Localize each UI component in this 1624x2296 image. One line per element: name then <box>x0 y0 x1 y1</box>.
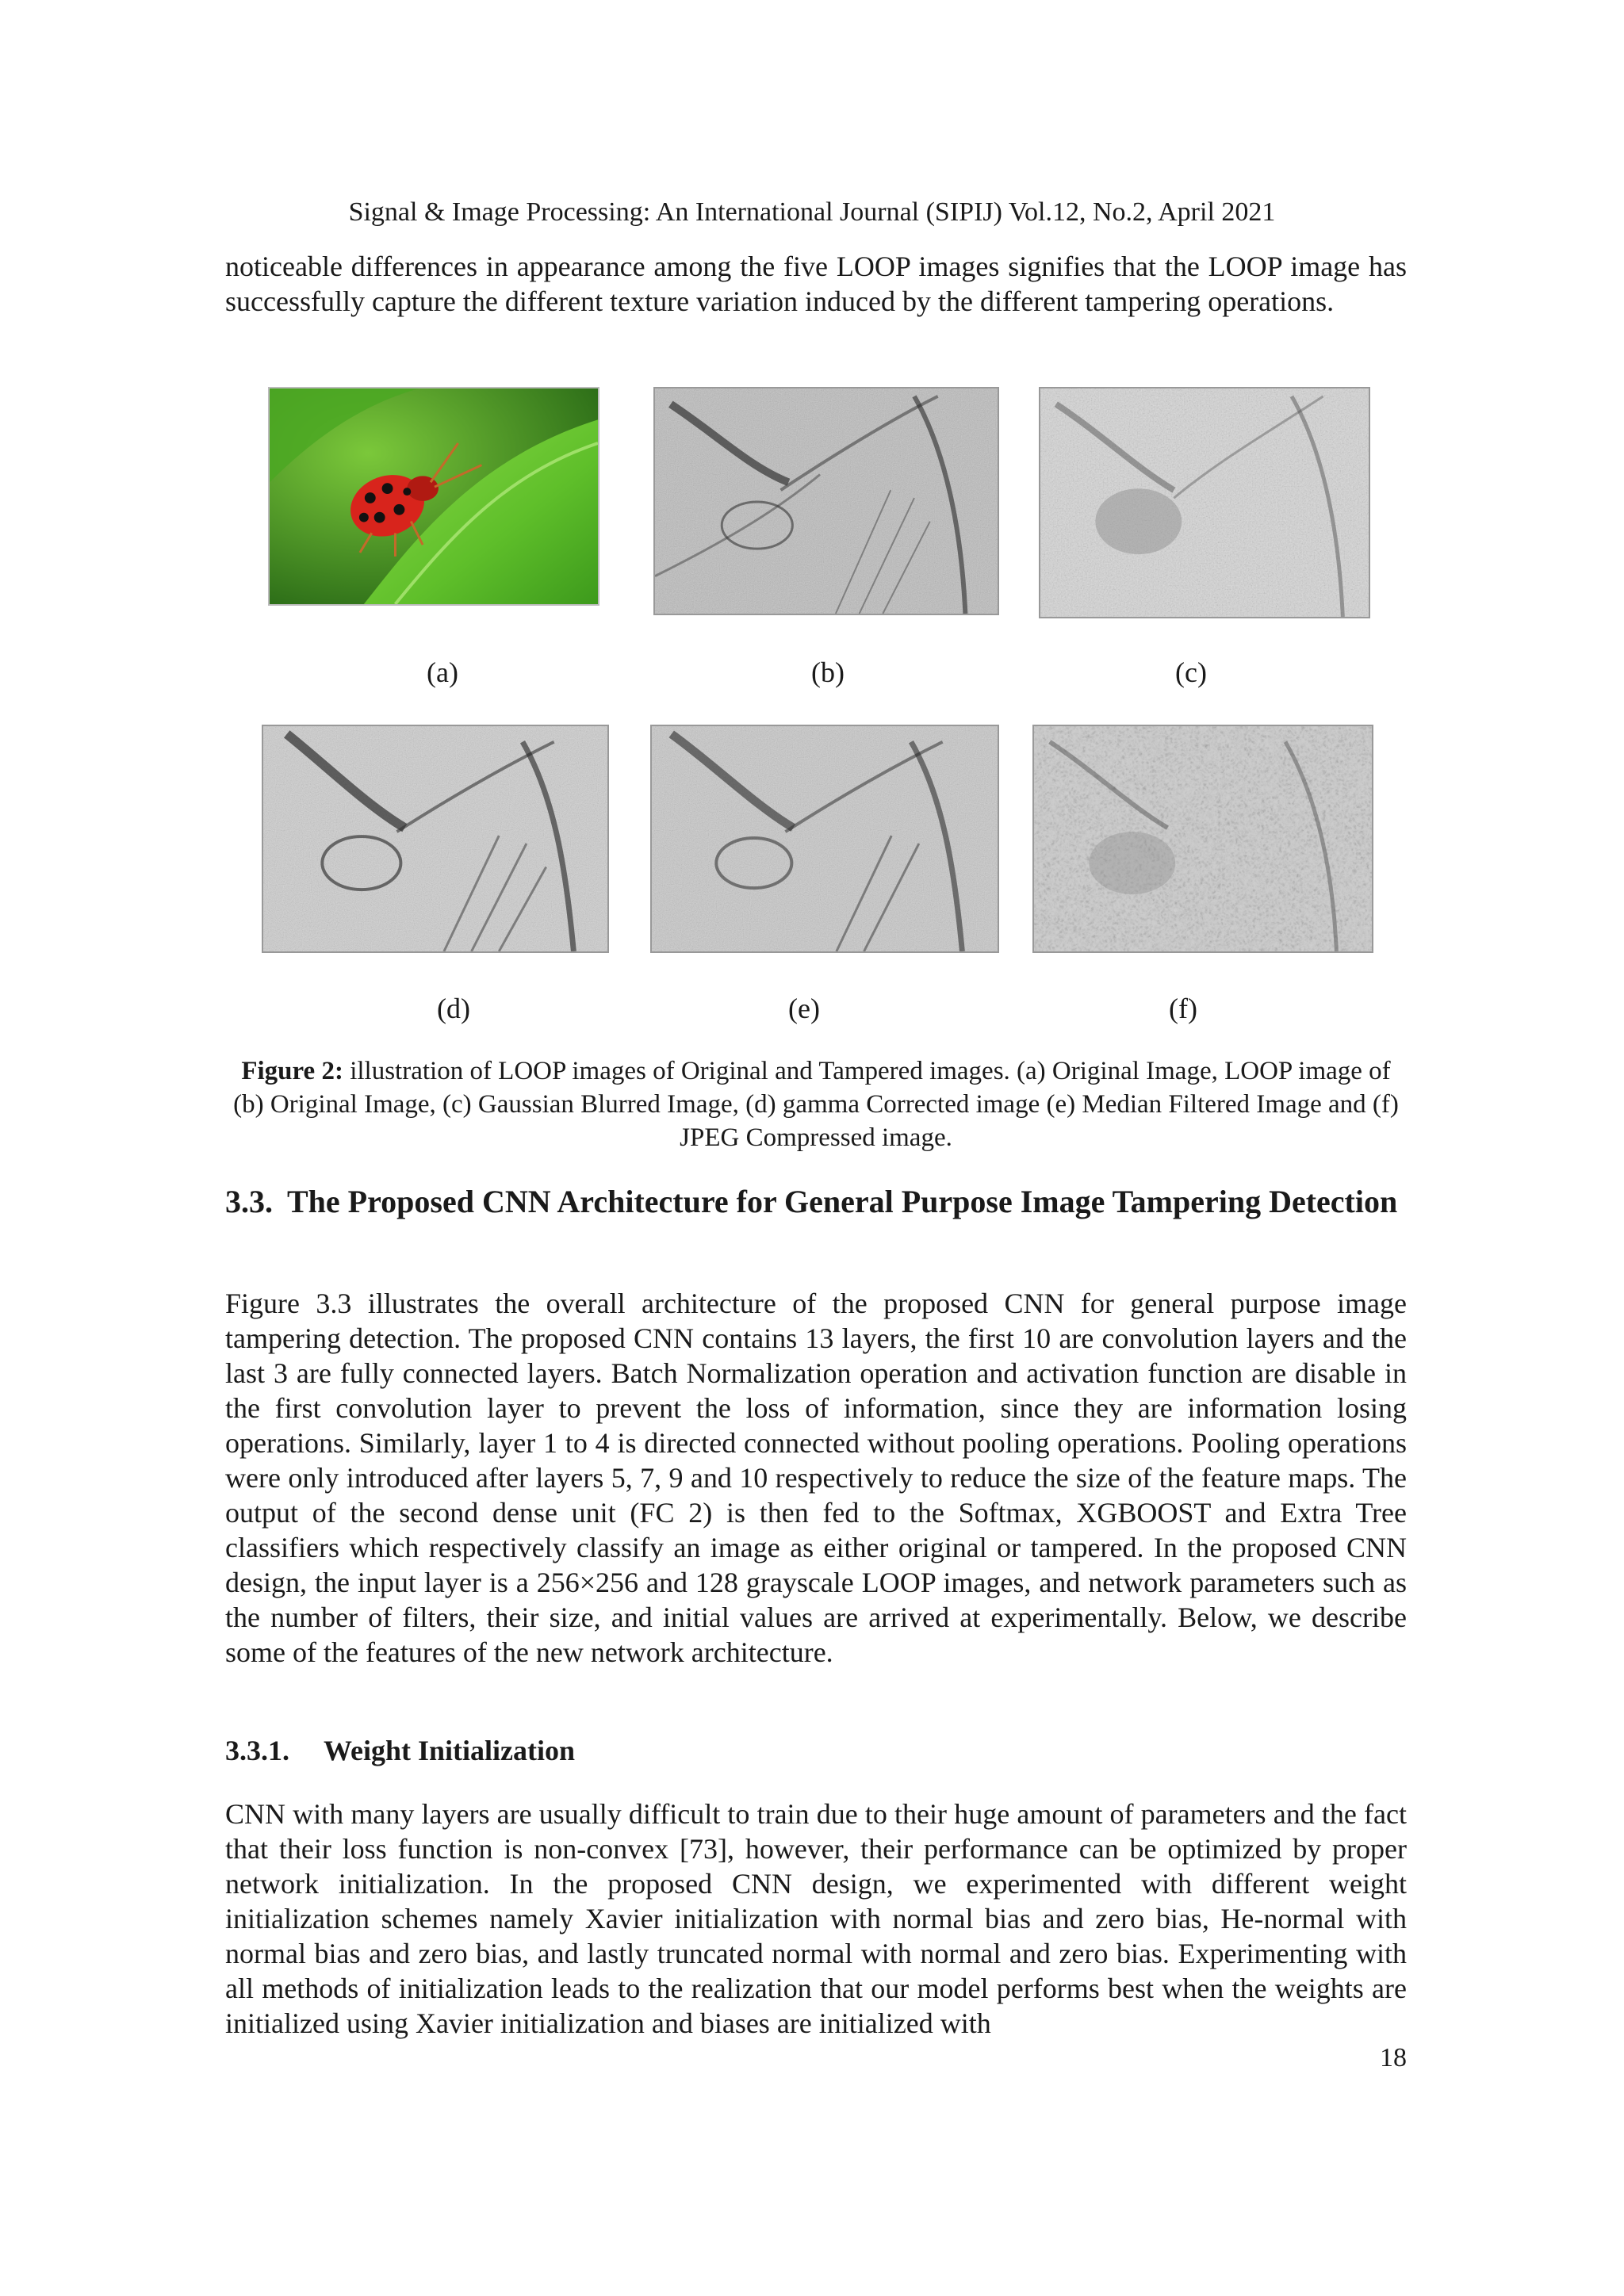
figure-panel-f-loop-jpeg-compressed <box>1032 725 1373 953</box>
subsection-paragraph: CNN with many layers are usually difficult to train due to their huge amount of parameters and the fact that their loss function is non-convex [73], however, their performance can be optimized by proper network initialization. In the proposed CNN design, we experimented with different weight initialization schemes namely Xavier initialization with normal bias and zero bias, He-normal with normal bias and zero bias, and lastly truncated normal with normal and zero bias. Experimenting with all methods of initialization leads to the realization that our model performs best when the weights are initialized using Xavier initialization and biases are initialized with <box>225 1798 1407 2039</box>
page-number: 18 <box>1380 2043 1407 2072</box>
figure-label-a: (a) <box>427 656 458 688</box>
figure-panel-b-loop-original <box>653 387 999 615</box>
figure-panel-c-loop-gaussian-blurred <box>1039 387 1370 618</box>
figure-label-e: (e) <box>788 993 820 1024</box>
figure-caption-text: illustration of LOOP images of Original and Tampered images. (a) Original Image, LOOP image of (b) Original Image, (c) Gaussian Blurred Image, (d) gamma Corrected image (e) Median Filtered Image and (f) JPEG Compressed image. <box>233 1057 1399 1152</box>
subsection-heading <box>225 1733 575 1768</box>
intro-paragraph: noticeable differences in appearance among the five LOOP images signifies that the LOOP image has successfully capture the different texture variation induced by the different tampering operations. <box>225 251 1407 317</box>
running-header: Signal & Image Processing: An International Journal (SIPIJ) Vol.12, No.2, April 2021 <box>348 197 1276 227</box>
subsection-title: Weight Initialization <box>324 1735 576 1766</box>
figure-label-b: (b) <box>811 656 845 688</box>
figure-caption <box>225 1054 1407 1154</box>
figure-label-f: (f) <box>1169 993 1197 1024</box>
section-number: 3.3. <box>225 1184 273 1219</box>
section-paragraph: Figure 3.3 illustrates the overall architecture of the proposed CNN for general purpose image tampering detection. The proposed CNN contains 13 layers, the first 10 are convolution layers and the last 3 are fully connected layers. Batch Normalization operation and activation function are disable in the first convolution layer to prevent the loss of information, since they are information losing operations. Similarly, layer 1 to 4 is directed connected without pooling operations. Pooling operations were only introduced after layers 5, 7, 9 and 10 respectively to reduce the size of the feature maps. The output of the second dense unit (FC 2) is then fed to the Softmax, XGBOOST and Extra Tree classifiers which respectively classify an image as either original or tampered. In the proposed CNN design, the input layer is a 256×256 and 128 grayscale LOOP images, and network parameters such as the number of filters, their size, and initial values are arrived at experimentally. Below, we describe some of the features of the new network architecture. <box>225 1288 1407 1668</box>
figure-panel-d-loop-gamma-corrected <box>262 725 609 953</box>
figure-label-c: (c) <box>1175 656 1207 688</box>
figure-panel-a-original-image <box>268 387 599 606</box>
section-title: The Proposed CNN Architecture for General Purpose Image Tampering Detection <box>287 1184 1398 1219</box>
figure-caption-label: Figure 2: <box>241 1057 343 1085</box>
figure-label-d: (d) <box>437 993 470 1024</box>
figure-panel-e-loop-median-filtered <box>650 725 999 953</box>
subsection-number: 3.3.1. <box>225 1735 289 1766</box>
